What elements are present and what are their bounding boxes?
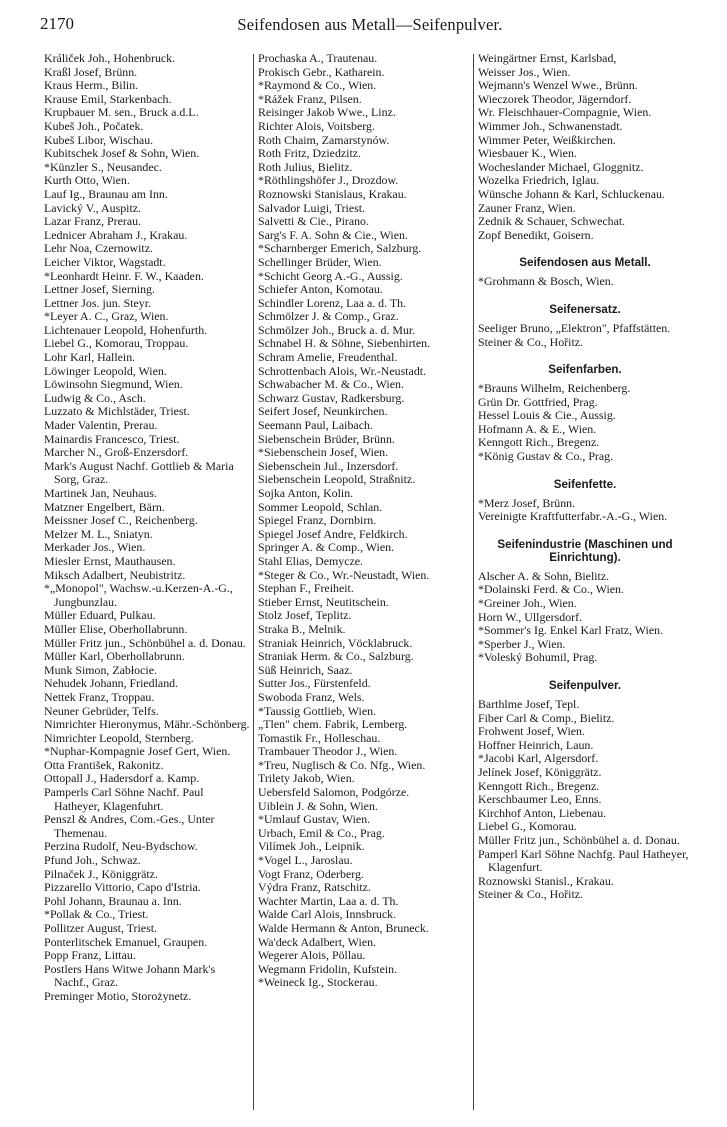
directory-entry: Walde Carl Alois, Innsbruck. (258, 907, 397, 922)
directory-entry: Prokisch Gebr., Katharein. (258, 64, 385, 79)
directory-entry: Löwinsohn Siegmund, Wien. (44, 377, 183, 392)
directory-entry: Kerschbaumer Leo, Enns. (478, 792, 602, 807)
directory-entry: Lettner Josef, Sierning. (44, 282, 155, 297)
directory-entry: *Sperber J., Wien. (478, 636, 566, 651)
directory-entry: Kubeš Joh., Počatek. (44, 118, 144, 133)
directory-entry: Kenngott Rich., Bregenz. (478, 435, 600, 450)
section-heading: Seifenersatz. (549, 302, 621, 316)
directory-entry: *Dolainski Ferd. & Co., Wien. (478, 582, 624, 597)
directory-entry: Kraßl Josef, Brünn. (44, 64, 138, 79)
directory-entry: Perzina Rudolf, Neu-Bydschow. (44, 839, 198, 854)
directory-entry: Straniak Heinrich, Vöcklabruck. (258, 635, 413, 650)
directory-entry: Pamperls Carl Söhne Nachf. Paul Hatheyer, Klagenfuhrt. (44, 785, 204, 813)
directory-entry: Penszl & Andres, Com.-Ges., Unter Themenau. (44, 812, 215, 840)
directory-entry: Seeliger Bruno, „Elektron", Pfaffstätten. (478, 320, 671, 335)
directory-entry: Wozelka Friedrich, Iglau. (478, 173, 600, 188)
directory-entry: Miesler Ernst, Mauthausen. (44, 553, 176, 568)
directory-entry: Vogt Franz, Oderberg. (258, 866, 364, 881)
directory-entry: Ottopall J., Hadersdorf a. Kamp. (44, 771, 200, 786)
directory-entry: Schram Amelie, Freudenthal. (258, 350, 398, 365)
directory-entry: Müller Karl, Oberhollabrunn. (44, 649, 185, 664)
directory-entry: Munk Simon, Zabłocie. (44, 662, 157, 677)
directory-entry: Kraus Herm., Bilin. (44, 78, 139, 93)
directory-entry: Spiegel Franz, Dornbirn. (258, 513, 377, 528)
directory-entry: Trilety Jakob, Wien. (258, 771, 355, 786)
directory-entry: Mark's August Nachf. Gottlieb & Maria Sorg, Graz. (44, 458, 234, 487)
directory-entry: Sommer Leopold, Schlan. (258, 499, 383, 514)
directory-entry: Seifert Josef, Neunkirchen. (258, 404, 388, 419)
directory-entry: Hoffner Heinrich, Laun. (478, 737, 594, 752)
directory-entry: Straniak Herm. & Co., Salzburg. (258, 649, 414, 664)
directory-entry: Sarg's F. A. Sohn & Cie., Wien. (258, 227, 408, 242)
directory-entry: *König Gustav & Co., Prag. (478, 449, 614, 464)
page-number: 2170 (40, 14, 74, 33)
directory-entry: Krupbauer M. sen., Bruck a.d.L. (44, 105, 199, 120)
directory-entry: Lauf Ig., Braunau am Inn. (44, 186, 168, 201)
directory-entry: Pilnaček J., Königgrätz. (44, 866, 158, 881)
directory-entry: *Voleský Bohumil, Prag. (478, 650, 598, 665)
directory-entry: Spiegel Josef Andre, Feldkirch. (258, 526, 408, 541)
directory-entry: Springer A. & Comp., Wien. (258, 540, 395, 555)
directory-entry: Sutter Jos., Fürstenfeld. (258, 676, 371, 691)
directory-entry: Schwarz Gustav, Radkersburg. (258, 390, 405, 405)
directory-entry: Steiner & Co., Hořitz. (478, 334, 584, 349)
directory-entry: Wimmer Joh., Schwanenstadt. (478, 118, 623, 133)
directory-entry: Steiner & Co., Hořitz. (478, 887, 584, 902)
directory-entry: Zopf Benedikt, Goisern. (478, 227, 594, 242)
directory-entry: Otta František, Rakonitz. (44, 757, 164, 772)
directory-entry: *Nuphar-Kompagnie Josef Gert, Wien. (44, 744, 231, 759)
directory-entry: Jelínek Josef, Königgrätz. (478, 764, 602, 779)
directory-entry: *Röthlingshöfer J., Drozdow. (258, 173, 399, 188)
directory-entry: Straka B., Melnik. (258, 621, 346, 636)
directory-entry: Roth Fritz, Dziedzitz. (258, 146, 362, 161)
directory-entry: Postlers Hans Witwe Johann Mark's Nachf., Graz. (44, 961, 216, 990)
column-3 (478, 52, 692, 1110)
directory-entry: Výdra Franz, Ratschitz. (258, 880, 371, 895)
directory-entry: Vereinigte Kraftfutterfabr.-A.-G., Wien. (478, 509, 668, 524)
directory-entry: Müller Fritz jun., Schönbühel a. d. Donau. (44, 635, 246, 650)
directory-entry: *Siebenschein Josef, Wien. (258, 445, 389, 460)
directory-entry: Meissner Josef C., Reichenberg. (44, 513, 198, 528)
directory-entry: Grün Dr. Gottfried, Prag. (478, 394, 598, 409)
directory-entry: *Vogel L., Jaroslau. (258, 853, 353, 868)
directory-entry: Kubeš Libor, Wischau. (44, 132, 154, 147)
directory-entry: Wegerer Alois, Pöllau. (258, 948, 366, 963)
directory-entry: Uebersfeld Salomon, Podgórze. (258, 785, 410, 800)
directory-entry: *Treu, Nuglisch & Co. Nfg., Wien. (258, 757, 426, 772)
directory-entry: Lazar Franz, Prerau. (44, 214, 142, 229)
directory-entry: Nettek Franz, Troppau. (44, 689, 155, 704)
directory-entry: Löwinger Leopold, Wien. (44, 363, 167, 378)
column-1 (44, 52, 251, 1110)
directory-entry: Siebenschein Jul., Inzersdorf. (258, 458, 399, 473)
directory-entry: Pfund Joh., Schwaz. (44, 853, 141, 868)
directory-entry: Neuner Gebrüder, Telfs. (44, 703, 159, 718)
column-2 (258, 52, 468, 1110)
directory-entry: *Pollak & Co., Triest. (44, 907, 149, 922)
directory-entry: Matzner Engelbert, Bärn. (44, 499, 165, 514)
directory-entry: Melzer M. L., Sniatyn. (44, 526, 153, 541)
directory-entry: Schmölzer Joh., Bruck a. d. Mur. (258, 322, 416, 337)
directory-entry: Kurth Otto, Wien. (44, 173, 130, 188)
directory-entry: Müller Elise, Oberhollabrunn. (44, 621, 188, 636)
section-heading: Seifenindustrie (Maschinen und Einrichtung). (497, 537, 673, 564)
directory-entry: Weingärtner Ernst, Karlsbad, (478, 52, 617, 65)
directory-entry: Vilímek Joh., Leipnik. (258, 839, 365, 854)
directory-entry: Wimmer Peter, Weißkirchen. (478, 132, 616, 147)
directory-entry: Seemann Paul, Laibach. (258, 418, 373, 433)
directory-entry: Richter Alois, Voitsberg. (258, 118, 375, 133)
directory-entry: Lettner Jos. jun. Steyr. (44, 295, 152, 310)
directory-entry: Horn W., Ullgersdorf. (478, 609, 583, 624)
page-header (40, 14, 700, 40)
directory-entry: Alscher A. & Sohn, Bielitz. (478, 568, 610, 583)
directory-entry: Kenngott Rich., Bregenz. (478, 778, 600, 793)
directory-entry: Süß Heinrich, Saaz. (258, 662, 353, 677)
directory-columns (44, 52, 694, 1112)
directory-entry: Walde Hermann & Anton, Bruneck. (258, 921, 429, 935)
directory-entry: *Raymond & Co., Wien. (258, 78, 377, 93)
directory-entry: Schnabel H. & Söhne, Siebenhirten. (258, 336, 431, 351)
directory-entry: Fiber Carl & Comp., Bielitz. (478, 710, 615, 725)
directory-entry: Hofmann A. & E., Wien. (478, 421, 597, 436)
directory-entry: *Jacobi Karl, Algersdorf. (478, 751, 599, 766)
directory-entry: Stolz Josef, Teplitz. (258, 608, 352, 623)
directory-entry: *Weineck Ig., Stockerau. (258, 975, 378, 990)
directory-entry: Schiefer Anton, Komotau. (258, 282, 383, 297)
directory-entry: Leicher Viktor, Wagstadt. (44, 254, 166, 269)
directory-entry: Krause Emil, Starkenbach. (44, 91, 172, 106)
directory-entry: *Leonhardt Heinr. F. W., Kaaden. (44, 268, 204, 283)
directory-entry: Ludwig & Co., Asch. (44, 390, 146, 405)
directory-entry: Uiblein J. & Sohn, Wien. (258, 798, 378, 813)
directory-entry: *„Monopol", Wachsw.-u.Kerzen-A.-G., Jungbunzlau. (44, 581, 233, 609)
directory-entry: Roth Julius, Bielitz. (258, 159, 353, 174)
directory-entry: Schrottenbach Alois, Wr.-Neustadt. (258, 363, 427, 378)
directory-entry: Hessel Louis & Cie., Aussig. (478, 408, 616, 423)
directory-entry: Reisinger Jakob Wwe., Linz. (258, 105, 396, 120)
directory-entry: Mainardis Francesco, Triest. (44, 431, 180, 446)
directory-entry: *Grohmann & Bosch, Wien. (478, 274, 614, 289)
directory-entry: *Taussig Gottlieb, Wien. (258, 703, 377, 718)
directory-entry: *Merz Josef, Brünn. (478, 495, 576, 510)
directory-entry: Popp Franz, Littau. (44, 948, 136, 963)
directory-entry: Nimrichter Leopold, Sternberg. (44, 730, 194, 745)
directory-entry: Schwabacher M. & Co., Wien. (258, 377, 404, 392)
directory-entry: „Tlen" chem. Fabrik, Lemberg. (258, 717, 408, 732)
directory-entry: Weisser Jos., Wien. (478, 64, 571, 79)
directory-entry: Roznowski Stanisl., Krakau. (478, 873, 614, 888)
directory-entry: Siebenschein Leopold, Straßnitz. (258, 472, 416, 487)
directory-entry: Salvetti & Cie., Pirano. (258, 214, 369, 229)
directory-entry: Pamperl Karl Söhne Nachfg. Paul Hatheyer, Klagenfurt. (478, 846, 689, 875)
directory-entry: Lichtenauer Leopold, Hohenfurth. (44, 322, 208, 337)
directory-entry: Stahl Elias, Demycze. (258, 553, 364, 568)
directory-entry: Liebel G., Komorau. (478, 819, 577, 834)
directory-entry: Swoboda Franz, Wels. (258, 689, 365, 704)
column-divider (473, 54, 474, 1110)
directory-entry: *Scharnberger Emerich, Salzburg. (258, 241, 422, 256)
directory-entry: Prochaska A., Trautenau. (258, 52, 378, 65)
directory-entry: Tomastik Fr., Holleschau. (258, 730, 381, 745)
directory-entry: *Sommer's Ig. Enkel Karl Fratz, Wien. (478, 623, 664, 638)
directory-entry: Wieczorek Theodor, Jägerndorf. (478, 91, 632, 106)
directory-entry: *Künzler S., Neusandec. (44, 159, 162, 174)
directory-entry: Wegmann Fridolin, Kufstein. (258, 961, 398, 976)
directory-entry: *Greiner Joh., Wien. (478, 596, 577, 611)
section-heading: Seifendosen aus Metall. (519, 256, 651, 270)
section-heading: Seifenfette. (553, 477, 617, 491)
directory-entry: Nehudek Johann, Friedland. (44, 676, 179, 691)
directory-entry: Wa'deck Adalbert, Wien. (258, 934, 377, 949)
directory-entry: Wiesbauer K., Wien. (478, 146, 577, 161)
directory-entry: Siebenschein Brüder, Brünn. (258, 431, 395, 446)
directory-entry: Merkader Jos., Wien. (44, 540, 146, 555)
directory-entry: Marcher N., Groß-Enzersdorf. (44, 445, 189, 460)
directory-entry: Martinek Jan, Neuhaus. (44, 486, 157, 500)
directory-entry: Zauner Franz, Wien. (478, 200, 576, 215)
directory-entry: Lednicer Abraham J., Krakau. (44, 227, 188, 242)
directory-entry: Lohr Karl, Hallein. (44, 350, 136, 365)
directory-entry: Wünsche Johann & Karl, Schluckenau. (478, 186, 665, 201)
directory-entry: Mader Valentin, Prerau. (44, 418, 158, 433)
directory-entry: Frohwent Josef, Wien. (478, 724, 585, 739)
directory-entry: Stieber Ernst, Neutitschein. (258, 594, 389, 609)
directory-entry: Králiček Joh., Hohenbruck. (44, 52, 176, 65)
directory-entry: Miksch Adalbert, Neubistritz. (44, 567, 186, 582)
directory-entry: *Schicht Georg A.-G., Aussig. (258, 268, 403, 283)
directory-entry: *Rážek Franz, Pilsen. (258, 91, 362, 106)
directory-entry: Preminger Motio, Storożynetz. (44, 988, 192, 1003)
directory-entry: Salvador Luigi, Triest. (258, 200, 366, 215)
directory-entry: Lavický V., Auspitz. (44, 200, 141, 215)
directory-entry: Wocheslander Michael, Gloggnitz. (478, 159, 644, 174)
running-title: Seifendosen aus Metall—Seifenpulver. (237, 15, 503, 34)
directory-entry: Liebel G., Komorau, Troppau. (44, 336, 189, 351)
directory-entry: Schmölzer J. & Comp., Graz. (258, 309, 399, 324)
directory-entry: Urbach, Emil & Co., Prag. (258, 825, 385, 840)
directory-entry: Wachter Martin, Laa a. d. Th. (258, 893, 399, 908)
directory-entry: Luzzato & Michlstäder, Triest. (44, 404, 190, 419)
column-divider (253, 54, 254, 1110)
directory-entry: Wr. Fleischhauer-Compagnie, Wien. (478, 105, 652, 120)
section-heading: Seifenpulver. (548, 679, 622, 692)
directory-entry: Pizzarello Vittorio, Capo d'Istria. (44, 880, 201, 895)
directory-entry: Schellinger Brüder, Wien. (258, 254, 382, 269)
directory-entry: Müller Eduard, Pulkau. (44, 608, 156, 623)
directory-entry: Lehr Noa, Czernowitz. (44, 241, 153, 256)
section-heading: Seifenfarben. (548, 363, 622, 377)
directory-entry: Zednik & Schauer, Schwechat. (478, 214, 626, 229)
directory-entry: Roth Chaim, Zamarstynów. (258, 132, 390, 147)
directory-entry: Müller Fritz jun., Schönbühel a. d. Donau. (478, 832, 680, 847)
directory-entry: Wejmann's Wenzel Wwe., Brünn. (478, 78, 638, 93)
directory-entry: Pollitzer August, Triest. (44, 921, 157, 935)
directory-entry: Kirchhof Anton, Liebenau. (478, 805, 607, 820)
directory-entry: Pohl Johann, Braunau a. Inn. (44, 893, 182, 908)
directory-entry: *Brauns Wilhelm, Reichenberg. (478, 381, 631, 396)
directory-entry: Ponterlitschek Emanuel, Graupen. (44, 934, 208, 949)
directory-entry: *Umlauf Gustav, Wien. (258, 812, 371, 827)
directory-entry: Roznowski Stanislaus, Krakau. (258, 186, 407, 201)
directory-entry: *Leyer A. C., Graz, Wien. (44, 309, 169, 324)
directory-entry: Stephan F., Freiheit. (258, 581, 354, 596)
directory-entry: Kubitschek Josef & Sohn, Wien. (44, 146, 200, 161)
directory-entry: Trambauer Theodor J., Wien. (258, 744, 398, 759)
directory-entry: Nimrichter Hieronymus, Mähr.-Schönberg. (44, 717, 250, 732)
directory-entry: Sojka Anton, Kolin. (258, 486, 354, 500)
directory-entry: *Steger & Co., Wr.-Neustadt, Wien. (258, 567, 430, 582)
directory-entry: Schindler Lorenz, Laa a. d. Th. (258, 295, 407, 310)
directory-entry: Barthlme Josef, Tepl. (478, 697, 580, 711)
